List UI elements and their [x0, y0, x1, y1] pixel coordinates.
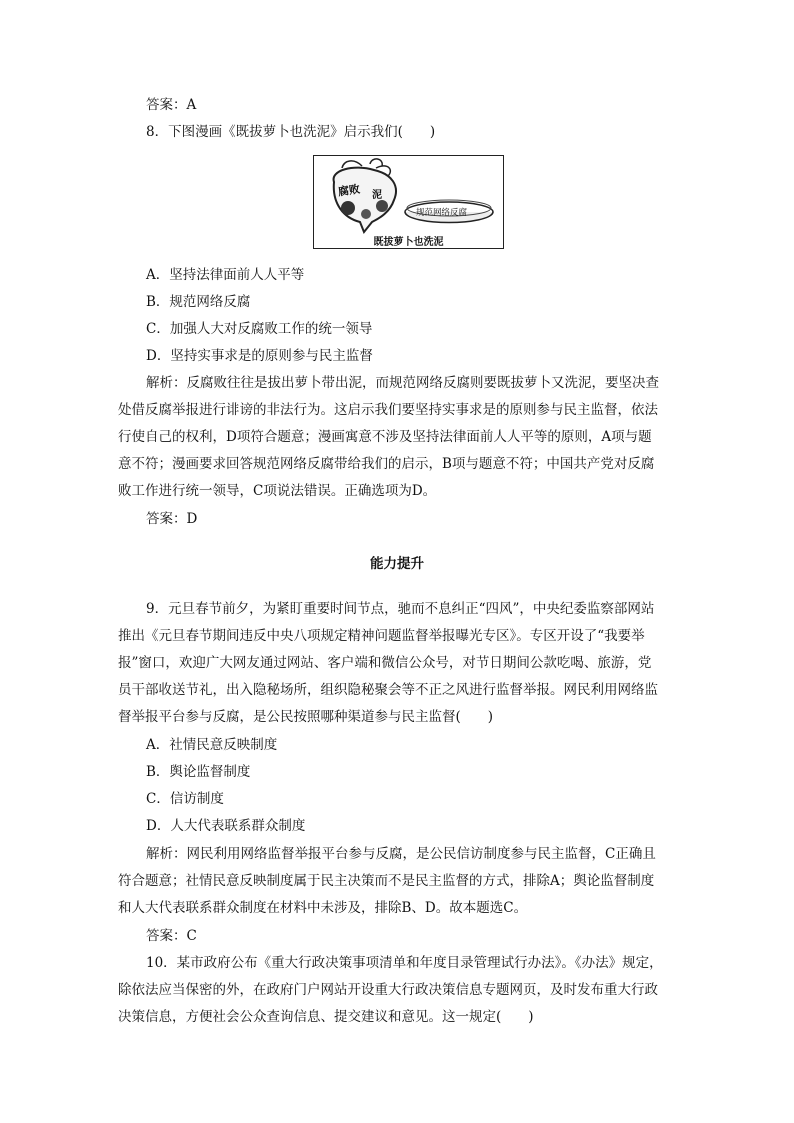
q9-stem-line: 推出《元旦春节期间违反中央八项规定精神问题监督举报曝光专区》。专区开设了“我要举 — [118, 628, 645, 644]
q8-option-d: D．坚持实事求是的原则参与民主监督 — [146, 348, 373, 364]
q9-stem-line: 员干部收送节礼，出入隐秘场所，组织隐秘聚会等不正之风进行监督举报。网民利用网络监 — [118, 682, 658, 698]
q9-option-d: D．人大代表联系群众制度 — [146, 818, 306, 834]
q9-stem-line: 9．元旦春节前夕，为紧盯重要时间节点，驰而不息纠正“四风”，中央纪委监察部网站 — [146, 601, 655, 617]
q9-analysis-line: 解析：网民利用网络监督举报平台参与反腐，是公民信访制度参与民主监督，C正确且 — [146, 846, 656, 862]
q8-stem: 8．下图漫画《既拔萝卜也洗泥》启示我们( ) — [146, 124, 436, 140]
q10-stem-line: 除依法应当保密的外，在政府门户网站开设重大行政决策信息专题网页，及时发布重大行政 — [118, 982, 658, 998]
q8-option-a: A．坚持法律面前人人平等 — [146, 267, 305, 283]
q9-option-a: A．社情民意反映制度 — [146, 737, 278, 753]
q9-analysis-line: 符合题意；社情民意反映制度属于民主决策而不是民主监督的方式，排除A；舆论监督制度 — [118, 873, 655, 889]
q8-analysis-line: 意不符；漫画要求回答规范网络反腐带给我们的启示，B项与题意不符；中国共产党对反腐 — [118, 456, 655, 472]
cartoon-radish-text: 腐败 — [337, 182, 361, 199]
cartoon-basin-text: 规范网络反腐 — [416, 208, 468, 218]
q8-analysis-line: 行使自己的权利，D项符合题意；漫画寓意不涉及坚持法律面前人人平等的原则，A项与题 — [118, 429, 652, 445]
q9-option-c: C．信访制度 — [146, 791, 224, 807]
cartoon-caption: 既拔萝卜也洗泥 — [373, 237, 444, 248]
cartoon-image — [313, 155, 504, 249]
q8-option-b: B．规范网络反腐 — [146, 294, 251, 310]
section-title: 能力提升 — [370, 556, 424, 572]
q9-analysis-line: 和人大代表联系群众制度在材料中未涉及，排除B、D。故本题选C。 — [118, 900, 528, 916]
q8-option-c: C．加强人大对反腐败工作的统一领导 — [146, 321, 373, 337]
q8-analysis-line: 解析：反腐败往往是拔出萝卜带出泥，而规范网络反腐则要既拔萝卜又洗泥，要坚决查 — [146, 375, 659, 391]
cartoon-mud-label: 泥 — [372, 190, 382, 201]
q10-stem-line: 决策信息，方便社会公众查询信息、提交建议和意见。这一规定( ) — [118, 1009, 534, 1025]
q7-answer: 答案：A — [146, 97, 197, 113]
q9-stem-line: 督举报平台参与反腐，是公民按照哪种渠道参与民主监督( ) — [118, 709, 494, 725]
q9-option-b: B．舆论监督制度 — [146, 764, 251, 780]
q9-stem-line: 报”窗口，欢迎广大网友通过网站、客户端和微信公众号，对节日期间公款吃喝、旅游，党 — [118, 655, 652, 671]
q9-answer: 答案：C — [146, 928, 197, 944]
q8-analysis-line: 败工作进行统一领导，C项说法错误。正确选项为D。 — [118, 483, 437, 499]
q8-answer: 答案：D — [146, 511, 198, 527]
q10-stem-line: 10．某市政府公布《重大行政决策事项清单和年度目录管理试行办法》。《办法》规定， — [146, 955, 663, 971]
q8-analysis-line: 处借反腐举报进行诽谤的非法行为。这启示我们要坚持实事求是的原则参与民主监督，依法 — [118, 402, 658, 418]
